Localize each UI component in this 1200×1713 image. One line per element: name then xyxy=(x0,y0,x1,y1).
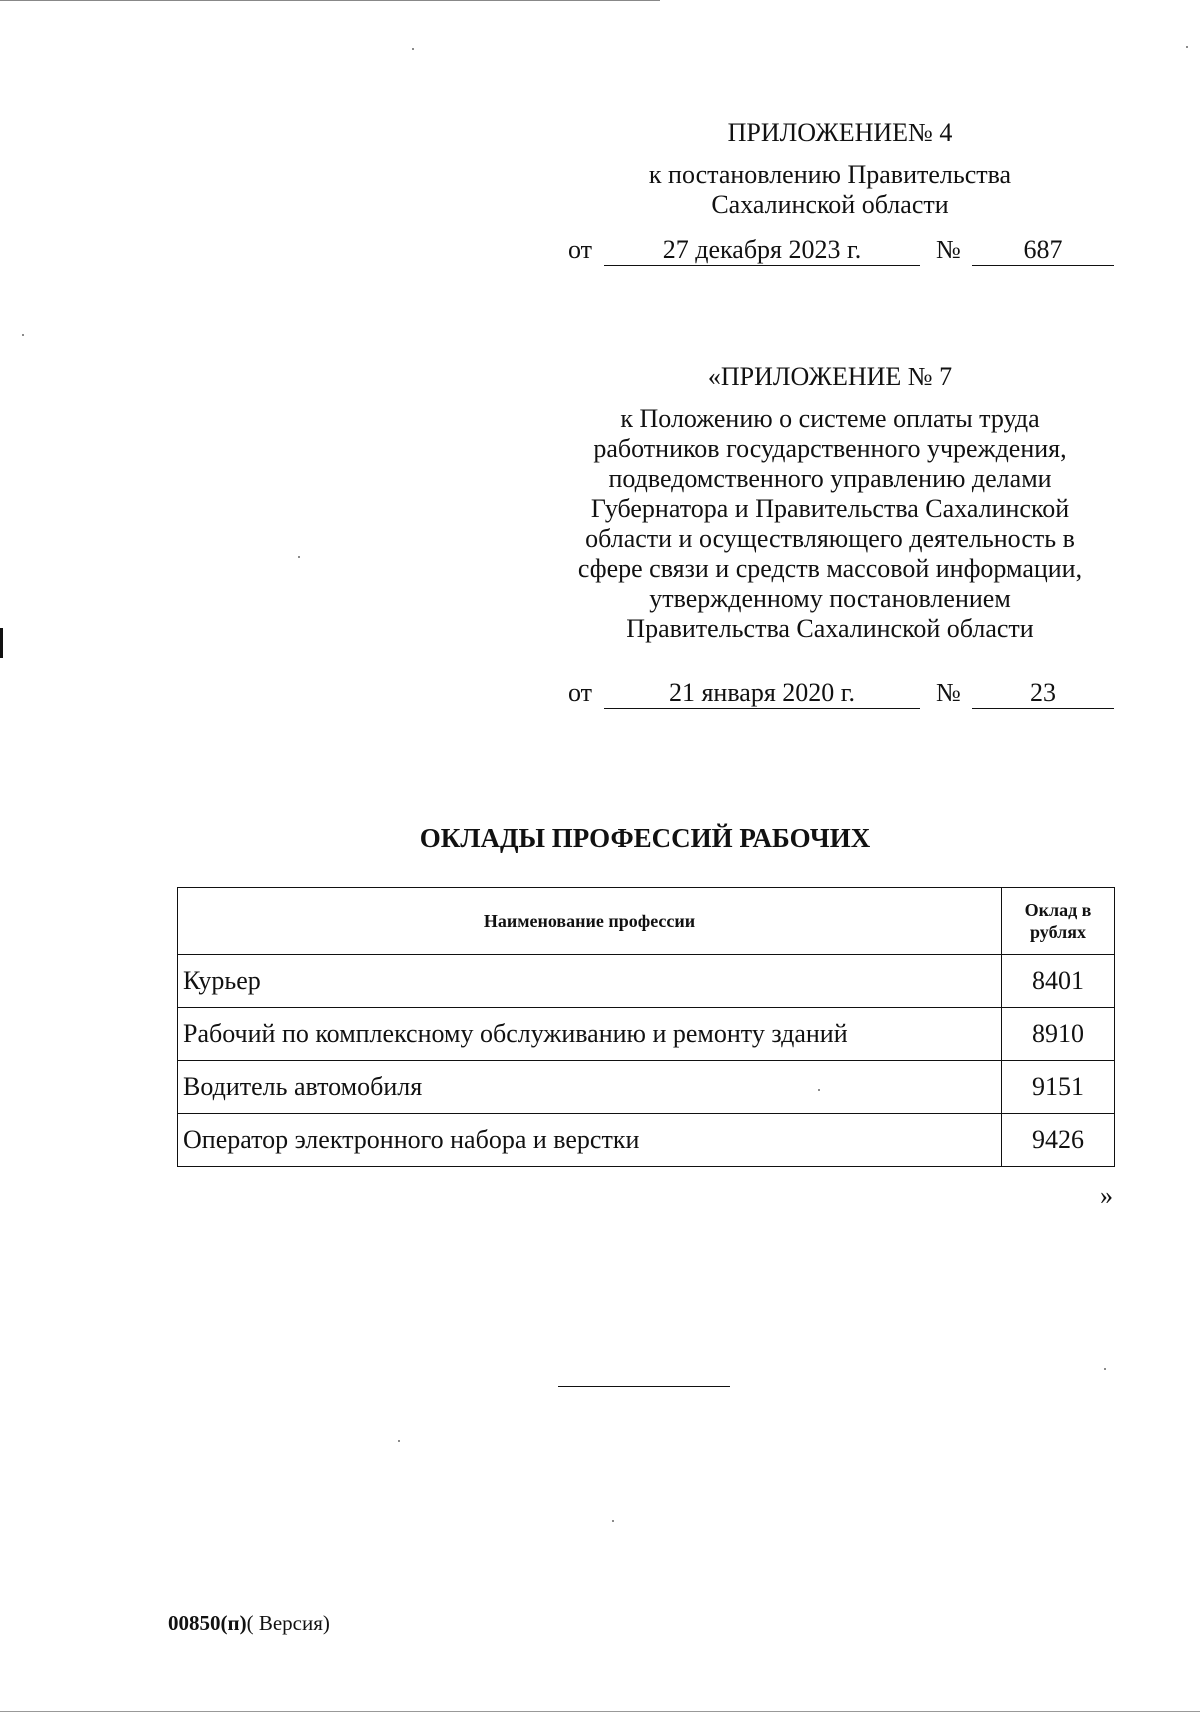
appendix-current-header xyxy=(540,118,1120,220)
table-row xyxy=(178,1061,1115,1114)
appendix-referenced-header xyxy=(540,362,1120,644)
resolution-date: 21 января 2020 г. xyxy=(604,678,920,709)
footer-version: ( Версия) xyxy=(246,1611,330,1635)
profession-name: Курьер xyxy=(178,955,1002,1008)
appendix-referenced-title: «ПРИЛОЖЕНИЕ № 7 xyxy=(707,362,953,391)
salary-value: 9151 xyxy=(1002,1061,1115,1114)
appendix-referenced-line: подведомственного управлению делами xyxy=(608,464,1052,493)
closing-quote: » xyxy=(1100,1181,1113,1210)
appendix-current-reference xyxy=(568,235,1116,265)
scan-speck xyxy=(1104,1368,1106,1370)
appendix-current-title: ПРИЛОЖЕНИЕ№ 4 xyxy=(727,118,953,147)
scan-mark-left xyxy=(0,628,3,658)
appendix-referenced-line: к Положению о системе оплаты труда xyxy=(620,404,1040,433)
header-profession-name: Наименование профессии xyxy=(178,888,1002,955)
from-prefix: от xyxy=(568,678,593,707)
salary-value: 9426 xyxy=(1002,1114,1115,1167)
header-salary: Оклад в рублях xyxy=(1002,888,1115,955)
profession-name: Оператор электронного набора и верстки xyxy=(178,1114,1002,1167)
table-row xyxy=(178,1008,1115,1061)
from-prefix: от xyxy=(568,235,593,264)
scan-edge-top xyxy=(0,0,660,1)
scan-speck xyxy=(22,334,24,336)
appendix-referenced-line: Губернатора и Правительства Сахалинской xyxy=(590,494,1070,523)
appendix-referenced-line: области и осуществляющего деятельность в xyxy=(585,524,1075,553)
appendix-referenced-reference xyxy=(568,678,1116,708)
salary-table xyxy=(177,887,1115,1167)
number-sign: № xyxy=(936,235,961,264)
scan-speck xyxy=(1186,46,1188,48)
footer-code: 00850(п) xyxy=(168,1611,247,1635)
appendix-referenced-line: работников государственного учреждения, xyxy=(593,434,1067,463)
profession-name: Рабочий по комплексному обслуживанию и ремонту зданий xyxy=(178,1008,1002,1061)
scan-speck xyxy=(612,1520,614,1522)
scan-speck xyxy=(818,1089,820,1091)
scan-speck xyxy=(398,1440,400,1442)
scan-edge-bottom xyxy=(0,1711,1200,1712)
scan-speck xyxy=(298,556,300,558)
appendix-current-region-line: Сахалинской области xyxy=(711,190,949,219)
appendix-referenced-line: Правительства Сахалинской области xyxy=(626,614,1034,643)
resolution-date: 27 декабря 2023 г. xyxy=(604,235,920,266)
resolution-number: 23 xyxy=(972,678,1114,709)
table-header-row xyxy=(178,888,1115,955)
profession-name: Водитель автомобиля xyxy=(178,1061,1002,1114)
appendix-referenced-line: сфере связи и средств массовой информации, xyxy=(577,554,1083,583)
table-row xyxy=(178,1114,1115,1167)
document-title: ОКЛАДЫ ПРОФЕССИЙ РАБОЧИХ xyxy=(419,823,871,853)
appendix-referenced-line: утвержденному постановлением xyxy=(649,584,1011,613)
salary-value: 8401 xyxy=(1002,955,1115,1008)
number-sign: № xyxy=(936,678,961,707)
footer-document-code xyxy=(168,1610,330,1636)
salary-value: 8910 xyxy=(1002,1008,1115,1061)
scan-speck xyxy=(412,48,414,50)
separator-line xyxy=(558,1386,730,1387)
table-row xyxy=(178,955,1115,1008)
appendix-current-to-line: к постановлению Правительства xyxy=(648,160,1012,189)
resolution-number: 687 xyxy=(972,235,1114,266)
